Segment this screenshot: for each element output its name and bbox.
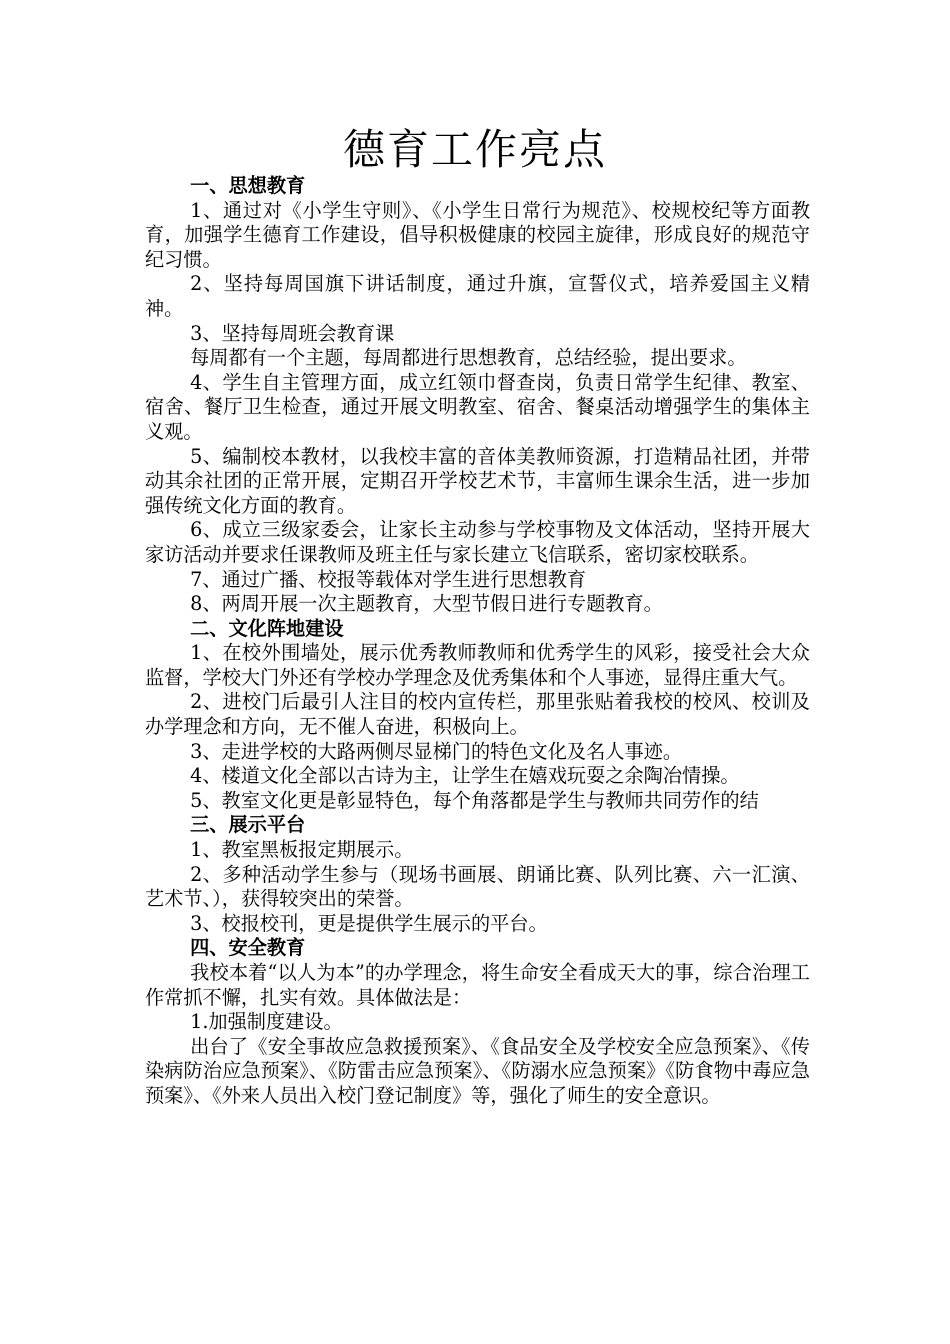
- body-paragraph: 1、教室黑板报定期展示。: [190, 838, 414, 862]
- body-paragraph: 5、编制校本教材，以我校丰富的音体美教师资源，打造精品社团，并带动其余社团的正常开展，定期召开学校艺术节，丰富师生课余生活，进一步加强传统文化方面的教育。: [145, 444, 810, 517]
- body-paragraph: 1、通过对《小学生守则》、《小学生日常行为规范》、校规校纪等方面教育，加强学生德育工作建设，倡导积极健康的校园主旋律，形成良好的规范守纪习惯。: [145, 198, 810, 271]
- body-paragraph: 6、成立三级家委会，让家长主动参与学校事物及文体活动，坚持开展大家访活动并要求任课教师及班主任与家长建立飞信联系，密切家校联系。: [145, 518, 810, 566]
- section-heading: 三、展示平台: [190, 813, 306, 837]
- document-title: 德育工作亮点: [342, 125, 607, 174]
- section-heading: 四、安全教育: [190, 936, 306, 960]
- body-paragraph: 1.加强制度建设。: [190, 1010, 343, 1034]
- body-paragraph: 出台了《安全事故应急救援预案》、《食品安全及学校安全应急预案》、《传染病防治应急预案》、《防雷击应急预案》、《防溺水应急预案》《防食物中毒应急预案》、《外来人员出入校门登记制度》等，强化了师生的安全意识。: [145, 1034, 810, 1107]
- body-paragraph: 2、多种活动学生参与（现场书画展、朗诵比赛、队列比赛、六一汇演、艺术节、），获得较突出的荣誉。: [145, 862, 810, 911]
- body-paragraph: 我校本着“以人为本”的办学理念，将生命安全看成天大的事，综合治理工作常抓不懈，扎实有效。具体做法是：: [145, 961, 810, 1009]
- body-paragraph: 4、楼道文化全部以古诗为主，让学生在嬉戏玩耍之余陶冶情操。: [190, 764, 740, 788]
- body-paragraph: 3、校报校刊，更是提供学生展示的平台。: [190, 911, 548, 935]
- body-paragraph: 3、走进学校的大路两侧尽显梯门的特色文化及名人事迹。: [190, 739, 683, 763]
- body-paragraph: 2、进校门后最引人注目的校内宣传栏，那里张贴着我校的校风、校训及办学理念和方向，无不催人奋进，积极向上。: [145, 690, 810, 739]
- body-paragraph: 每周都有一个主题，每周都进行思想教育，总结经验，提出要求。: [190, 346, 747, 370]
- body-paragraph: 3、坚持每周班会教育课: [190, 321, 395, 345]
- body-paragraph: 1、在校外围墙处，展示优秀教师教师和优秀学生的风彩，接受社会大众监督，学校大门外还有学校办学理念及优秀集体和个人事迹，显得庄重大气。: [145, 641, 810, 689]
- body-paragraph: 8、两周开展一次主题教育，大型节假日进行专题教育。: [190, 592, 663, 616]
- body-paragraph: 4、学生自主管理方面，成立红领巾督查岗，负责日常学生纪律、教室、宿舍、餐厅卫生检查，通过开展文明教室、宿舍、餐桌活动增强学生的集体主义观。: [145, 370, 810, 443]
- document-body: [145, 174, 810, 1109]
- section-heading: 一、思想教育: [190, 174, 306, 197]
- body-paragraph: 5、教室文化更是彰显特色，每个角落都是学生与教师共同劳作的结: [190, 788, 759, 812]
- body-paragraph: 2、坚持每周国旗下讲话制度，通过升旗，宣誓仪式，培养爱国主义精神。: [145, 272, 810, 320]
- body-paragraph: 7、通过广播、校报等载体对学生进行思想教育: [190, 567, 587, 591]
- section-heading: 二、文化阵地建设: [190, 616, 344, 640]
